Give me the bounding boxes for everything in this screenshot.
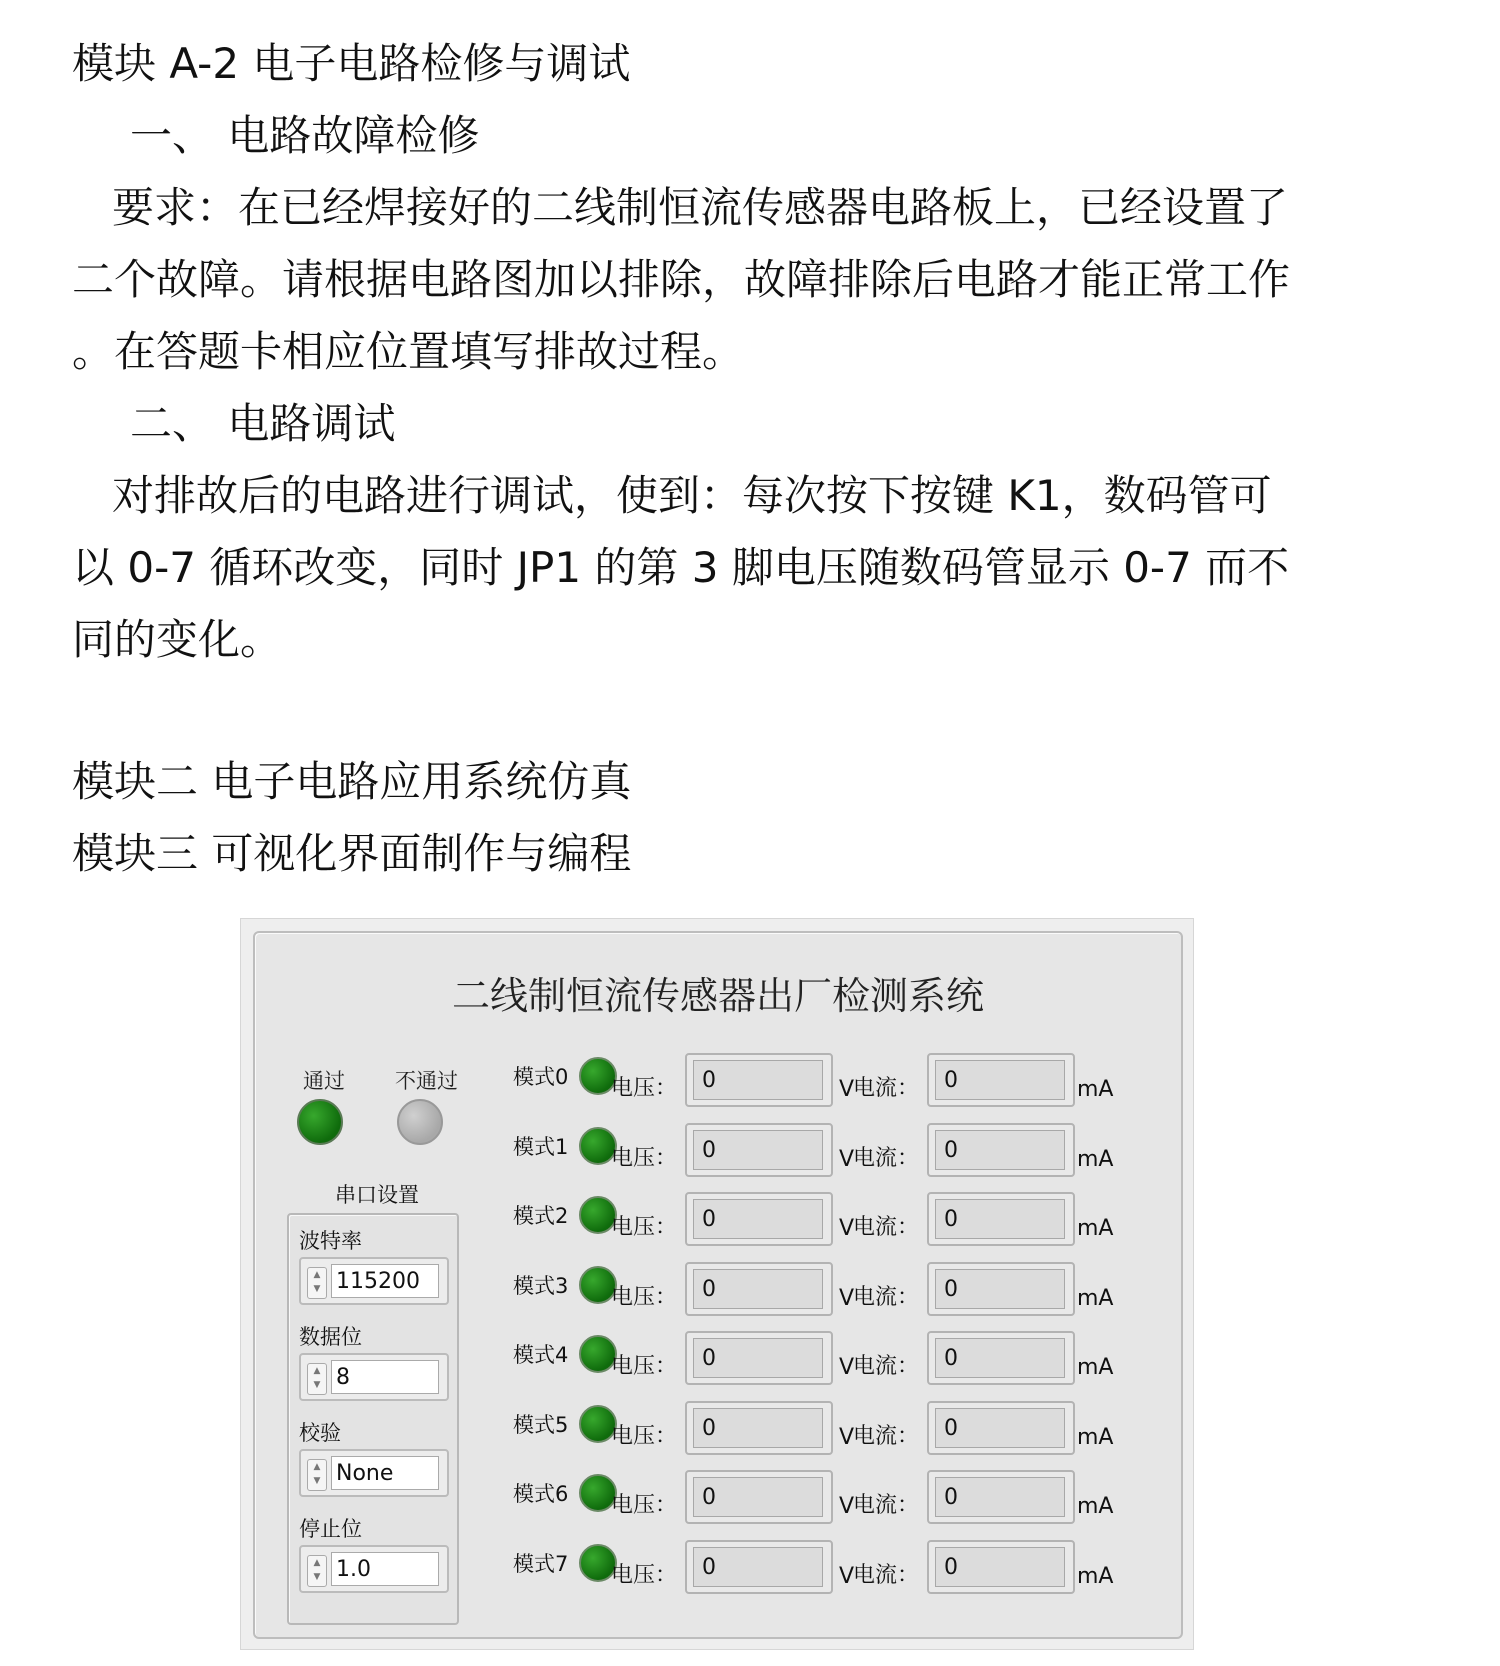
current-unit: mA bbox=[1077, 1494, 1114, 1519]
voltage-unit: V bbox=[839, 1494, 855, 1519]
fail-indicator-led bbox=[397, 1099, 443, 1145]
voltage-display bbox=[685, 1053, 833, 1107]
mode-row bbox=[513, 1117, 1163, 1177]
voltage-display bbox=[685, 1540, 833, 1594]
current-value: 0 bbox=[935, 1130, 1065, 1170]
current-display bbox=[927, 1401, 1075, 1455]
panel-title: 二线制恒流传感器出厂检测系统 bbox=[451, 974, 984, 1018]
voltage-display bbox=[685, 1331, 833, 1385]
voltage-display bbox=[685, 1123, 833, 1177]
current-value: 0 bbox=[935, 1408, 1065, 1448]
mode-row bbox=[513, 1534, 1163, 1594]
section2-heading: 二、 电路调试 bbox=[130, 399, 396, 448]
baud-rate-control[interactable] bbox=[299, 1257, 449, 1305]
current-display bbox=[927, 1053, 1075, 1107]
current-label: 电流： bbox=[853, 1562, 920, 1588]
voltage-value: 0 bbox=[693, 1338, 823, 1378]
current-unit: mA bbox=[1077, 1285, 1114, 1311]
current-label: 电流： bbox=[853, 1423, 920, 1449]
mode-label: 模式5 bbox=[513, 1412, 569, 1437]
section2-para-line: 对排故后的电路进行调试，使到：每次按下按键 K1，数码管可 bbox=[112, 471, 1272, 520]
voltage-label: 电压： bbox=[611, 1423, 678, 1449]
current-value: 0 bbox=[935, 1547, 1065, 1587]
voltage-value: 0 bbox=[693, 1408, 823, 1448]
serial-settings-cluster bbox=[287, 1213, 459, 1625]
mode-label: 模式1 bbox=[513, 1134, 569, 1159]
module-a2-title: 模块 A-2 电子电路检修与调试 bbox=[72, 39, 631, 88]
voltage-value: 0 bbox=[693, 1199, 823, 1239]
module3-title: 模块三 可视化界面制作与编程 bbox=[72, 829, 632, 878]
pass-indicator-led bbox=[297, 1099, 343, 1145]
mode-row bbox=[513, 1256, 1163, 1316]
labview-front-panel-screenshot bbox=[240, 918, 1194, 1650]
mode-row bbox=[513, 1186, 1163, 1246]
current-display bbox=[927, 1262, 1075, 1316]
voltage-label: 电压： bbox=[611, 1284, 678, 1310]
voltage-unit: V bbox=[839, 1285, 855, 1311]
voltage-unit: V bbox=[839, 1563, 855, 1589]
section1-heading: 一、 电路故障检修 bbox=[130, 111, 480, 160]
parity-control[interactable] bbox=[299, 1449, 449, 1497]
current-display bbox=[927, 1331, 1075, 1385]
current-value: 0 bbox=[935, 1338, 1065, 1378]
current-label: 电流： bbox=[853, 1493, 920, 1518]
voltage-display bbox=[685, 1262, 833, 1316]
current-unit: mA bbox=[1077, 1216, 1114, 1241]
voltage-label: 电压： bbox=[611, 1076, 678, 1101]
voltage-value: 0 bbox=[693, 1477, 823, 1517]
voltage-label: 电压： bbox=[611, 1354, 678, 1379]
spacer bbox=[72, 676, 1452, 746]
section1-para-line: 二个故障。请根据电路图加以排除，故障排除后电路才能正常工作 bbox=[72, 255, 1291, 304]
mode-label: 模式6 bbox=[513, 1482, 569, 1506]
current-value: 0 bbox=[935, 1060, 1065, 1100]
serial-settings-title: 串口设置 bbox=[335, 1183, 419, 1207]
current-label: 电流： bbox=[853, 1354, 920, 1379]
current-unit: mA bbox=[1077, 1146, 1114, 1172]
mode-row bbox=[513, 1464, 1163, 1524]
section2-para-line: 以 0-7 循环改变，同时 JP1 的第 3 脚电压随数码管显示 0-7 而不 bbox=[72, 543, 1290, 592]
section1-para-line: 要求：在已经焊接好的二线制恒流传感器电路板上，已经设置了 bbox=[112, 183, 1289, 232]
current-display bbox=[927, 1470, 1075, 1524]
voltage-label: 电压： bbox=[611, 1145, 678, 1171]
current-unit: mA bbox=[1077, 1077, 1114, 1102]
current-display bbox=[927, 1540, 1075, 1594]
section1-para-line: 。在答题卡相应位置填写排故过程。 bbox=[72, 327, 745, 376]
voltage-label: 电压： bbox=[611, 1562, 678, 1588]
module2-title: 模块二 电子电路应用系统仿真 bbox=[72, 757, 632, 806]
voltage-value: 0 bbox=[693, 1269, 823, 1309]
baud-rate-label: 波特率 bbox=[299, 1229, 362, 1253]
current-display bbox=[927, 1192, 1075, 1246]
voltage-display bbox=[685, 1401, 833, 1455]
mode-row bbox=[513, 1047, 1163, 1107]
data-bits-label: 数据位 bbox=[299, 1325, 362, 1349]
current-unit: mA bbox=[1077, 1424, 1114, 1450]
spinner-icon[interactable]: ▲ ▼ bbox=[307, 1267, 327, 1299]
parity-label: 校验 bbox=[299, 1421, 341, 1445]
data-bits-value[interactable]: 8 bbox=[331, 1360, 439, 1394]
data-bits-control[interactable] bbox=[299, 1353, 449, 1401]
voltage-value: 0 bbox=[693, 1130, 823, 1170]
mode-label: 模式4 bbox=[513, 1343, 569, 1367]
mode-row bbox=[513, 1325, 1163, 1385]
current-unit: mA bbox=[1077, 1355, 1114, 1380]
current-value: 0 bbox=[935, 1269, 1065, 1309]
current-label: 电流： bbox=[853, 1145, 920, 1171]
mode-label: 模式3 bbox=[513, 1273, 569, 1298]
mode-label: 模式2 bbox=[513, 1204, 569, 1228]
voltage-unit: V bbox=[839, 1216, 855, 1241]
stop-bits-control[interactable] bbox=[299, 1545, 449, 1593]
current-value: 0 bbox=[935, 1477, 1065, 1517]
stop-bits-label: 停止位 bbox=[299, 1517, 362, 1541]
stop-bits-value[interactable]: 1.0 bbox=[331, 1552, 439, 1586]
section2-para-line: 同的变化。 bbox=[72, 615, 283, 664]
voltage-unit: V bbox=[839, 1077, 855, 1102]
voltage-label: 电压： bbox=[611, 1215, 678, 1240]
current-label: 电流： bbox=[853, 1215, 920, 1240]
current-unit: mA bbox=[1077, 1563, 1114, 1589]
spinner-icon[interactable]: ▲ ▼ bbox=[307, 1555, 327, 1587]
baud-rate-value[interactable]: 115200 bbox=[331, 1264, 439, 1298]
current-value: 0 bbox=[935, 1199, 1065, 1239]
spinner-icon[interactable]: ▲ ▼ bbox=[307, 1363, 327, 1395]
document-body bbox=[72, 28, 1452, 890]
mode-label: 模式0 bbox=[513, 1065, 569, 1089]
spinner-icon[interactable]: ▲ ▼ bbox=[307, 1459, 327, 1491]
voltage-unit: V bbox=[839, 1424, 855, 1450]
voltage-label: 电压： bbox=[611, 1493, 678, 1518]
current-label: 电流： bbox=[853, 1284, 920, 1310]
voltage-value: 0 bbox=[693, 1547, 823, 1587]
voltage-unit: V bbox=[839, 1146, 855, 1172]
current-label: 电流： bbox=[853, 1076, 920, 1101]
voltage-display bbox=[685, 1192, 833, 1246]
current-display bbox=[927, 1123, 1075, 1177]
voltage-value: 0 bbox=[693, 1060, 823, 1100]
mode-label: 模式7 bbox=[513, 1551, 569, 1576]
pass-label: 通过 bbox=[303, 1069, 345, 1093]
fail-label: 不通过 bbox=[395, 1069, 458, 1093]
voltage-unit: V bbox=[839, 1355, 855, 1380]
parity-value[interactable]: None bbox=[331, 1456, 439, 1490]
mode-row bbox=[513, 1395, 1163, 1455]
voltage-display bbox=[685, 1470, 833, 1524]
front-panel bbox=[253, 931, 1183, 1639]
